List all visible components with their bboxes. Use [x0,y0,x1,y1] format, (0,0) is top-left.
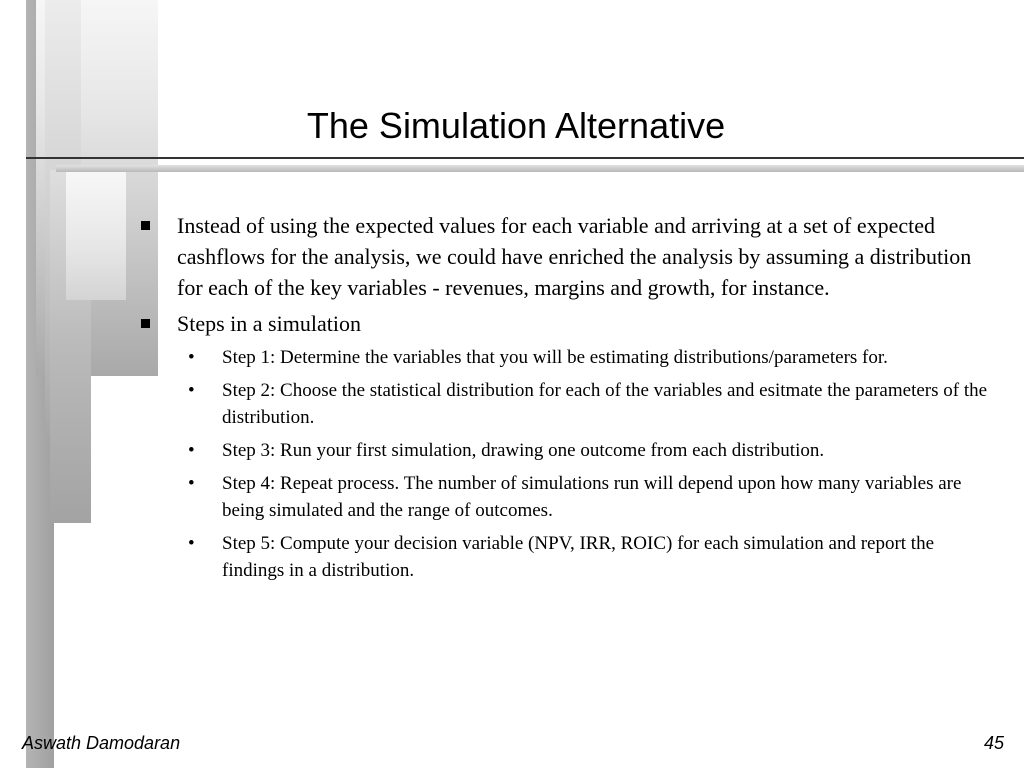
sub-bullet-item [138,344,998,371]
slide-title: The Simulation Alternative [306,105,726,146]
title-divider [26,157,1024,159]
dot-bullet-icon: • [188,473,195,494]
dot-bullet-icon: • [188,533,195,554]
square-bullet-icon [141,319,150,328]
sub-bullet-text: Step 4: Repeat process. The number of simulations run will depend upon how many variables are being simulated and the range of outcomes. [222,473,962,521]
bullet-item [138,210,998,303]
sub-bullet-text: Step 3: Run your first simulation, drawing one outcome from each distribution. [222,440,825,461]
dot-bullet-icon: • [188,347,195,368]
square-bullet-icon [141,221,150,230]
sub-bullet-item [138,377,998,431]
decorative-bar [66,172,126,300]
sub-bullet-text: Step 2: Choose the statistical distribution for each of the variables and esitmate the parameters of the distribution. [222,380,988,428]
title-underline-bar [56,165,1024,172]
dot-bullet-icon: • [188,380,195,401]
bullet-text: Instead of using the expected values for each variable and arriving at a set of expected cashflows for the analysis, we could have enriched the analysis by assuming a distribution for each of the key variables - revenues, margins and growth, for instance. [177,213,972,300]
bullet-item [138,308,998,339]
slide-content [138,210,998,590]
sub-bullet-text: Step 1: Determine the variables that you will be estimating distributions/parameters for. [222,347,888,368]
page-number: 45 [983,733,1004,753]
sub-bullet-item [138,437,998,464]
sub-bullet-item [138,530,998,584]
dot-bullet-icon: • [188,440,195,461]
sub-bullet-text: Step 5: Compute your decision variable (NPV, IRR, ROIC) for each simulation and report the findings in a distribution. [222,533,935,581]
bullet-text: Steps in a simulation [177,311,361,336]
sub-bullet-item [138,470,998,524]
footer-author: Aswath Damodaran [22,733,181,753]
